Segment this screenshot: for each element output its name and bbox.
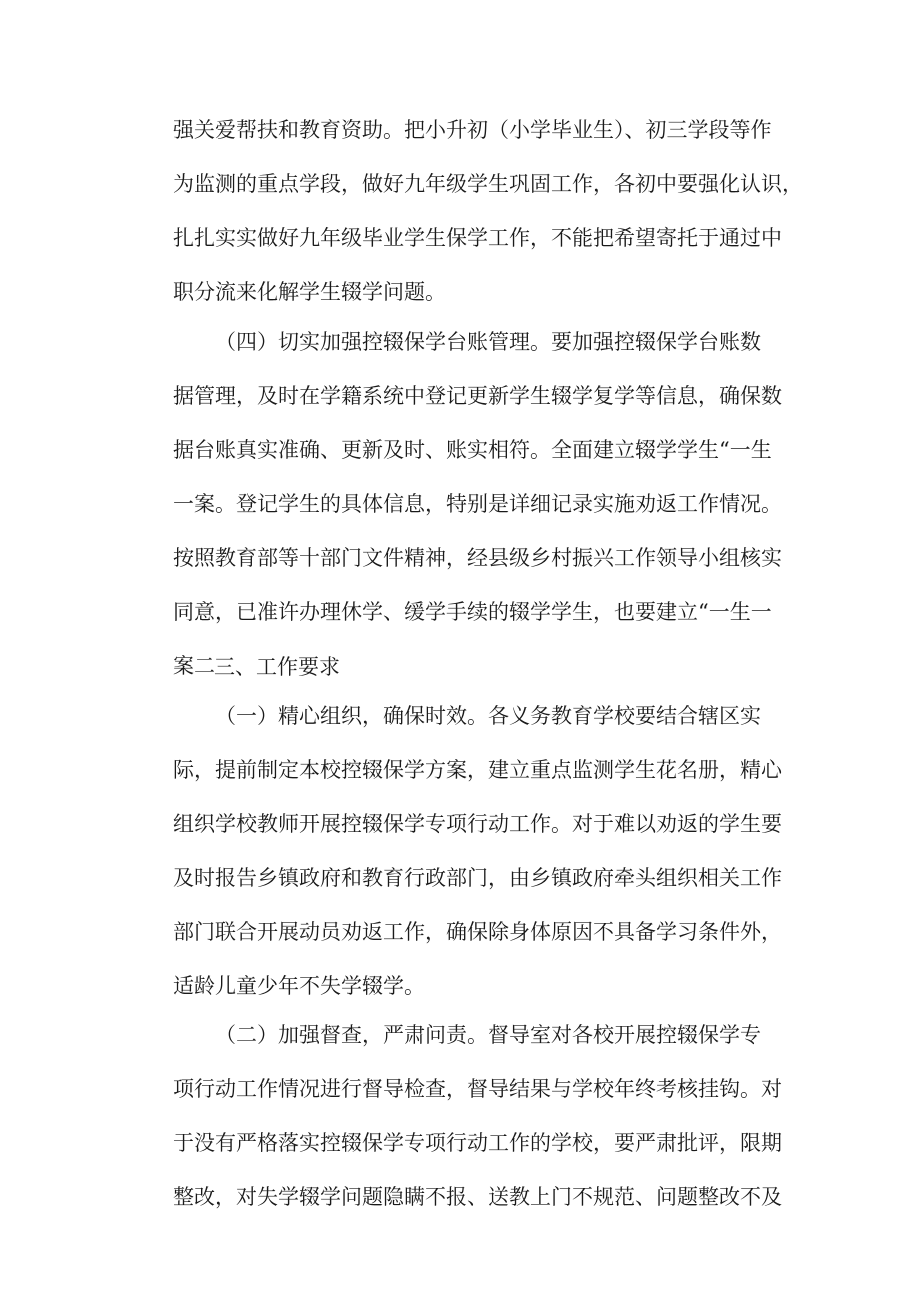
text-line: 项行动工作情况进行督导检查，督导结果与学校年终考核挂钩。对: [173, 1077, 782, 1101]
text-line: 同意，已准许办理休学、缓学手续的辍学学生，也要建立“一生一: [173, 600, 772, 624]
text-line: 职分流来化解学生辍学问题。: [173, 280, 446, 304]
text-line: 为监测的重点学段，做好九年级学生巩固工作，各初中要强化认识，: [173, 172, 803, 196]
text-line: 按照教育部等十部门文件精神，经县级乡村振兴工作领导小组核实: [173, 546, 782, 570]
text-line: 据台账真实准确、更新及时、账实相符。全面建立辍学学生“一生: [173, 438, 772, 462]
text-line: 扎扎实实做好九年级毕业学生保学工作，不能把希望寄托于通过中: [173, 226, 782, 250]
text-line: （二）加强督查，严肃问责。督导室对各校开展控辍保学专: [215, 1023, 761, 1047]
text-line: （四）切实加强控辍保学台账管理。要加强控辍保学台账数: [215, 330, 761, 354]
text-line: 及时报告乡镇政府和教育行政部门，由乡镇政府牵头组织相关工作: [173, 866, 782, 890]
paragraph-item-two: [173, 1008, 782, 1224]
text-line: （一）精心组织，确保时效。各义务教育学校要结合辖区实: [215, 704, 761, 728]
text-line: 适龄儿童少年不失学辍学。: [173, 974, 425, 998]
section-heading: 三、工作要求: [214, 655, 340, 679]
text-line: 据管理，及时在学籍系统中登记更新学生辍学复学等信息，确保数: [173, 384, 782, 408]
paragraph-item-one: [173, 689, 782, 1013]
text-line: 组织学校教师开展控辍保学专项行动工作。对于难以劝返的学生要: [173, 812, 782, 836]
text-line: 部门联合开展动员劝返工作，确保除身体原因不具备学习条件外，: [173, 920, 782, 944]
text-line: 际，提前制定本校控辍保学方案，建立重点监测学生花名册，精心: [173, 758, 782, 782]
paragraph-continued: [173, 103, 803, 319]
text-line: 整改，对失学辍学问题隐瞒不报、送教上门不规范、问题整改不及: [173, 1185, 782, 1209]
text-line: 于没有严格落实控辍保学专项行动工作的学校，要严肃批评，限期: [173, 1131, 782, 1155]
text-line: 强关爱帮扶和教育资助。把小升初（小学毕业生）、初三学段等作: [173, 118, 772, 142]
text-line: 案二: [173, 654, 215, 678]
text-line: 一案。登记学生的具体信息，特别是详细记录实施劝返工作情况。: [173, 492, 782, 516]
paragraph-section-four: [173, 315, 782, 693]
